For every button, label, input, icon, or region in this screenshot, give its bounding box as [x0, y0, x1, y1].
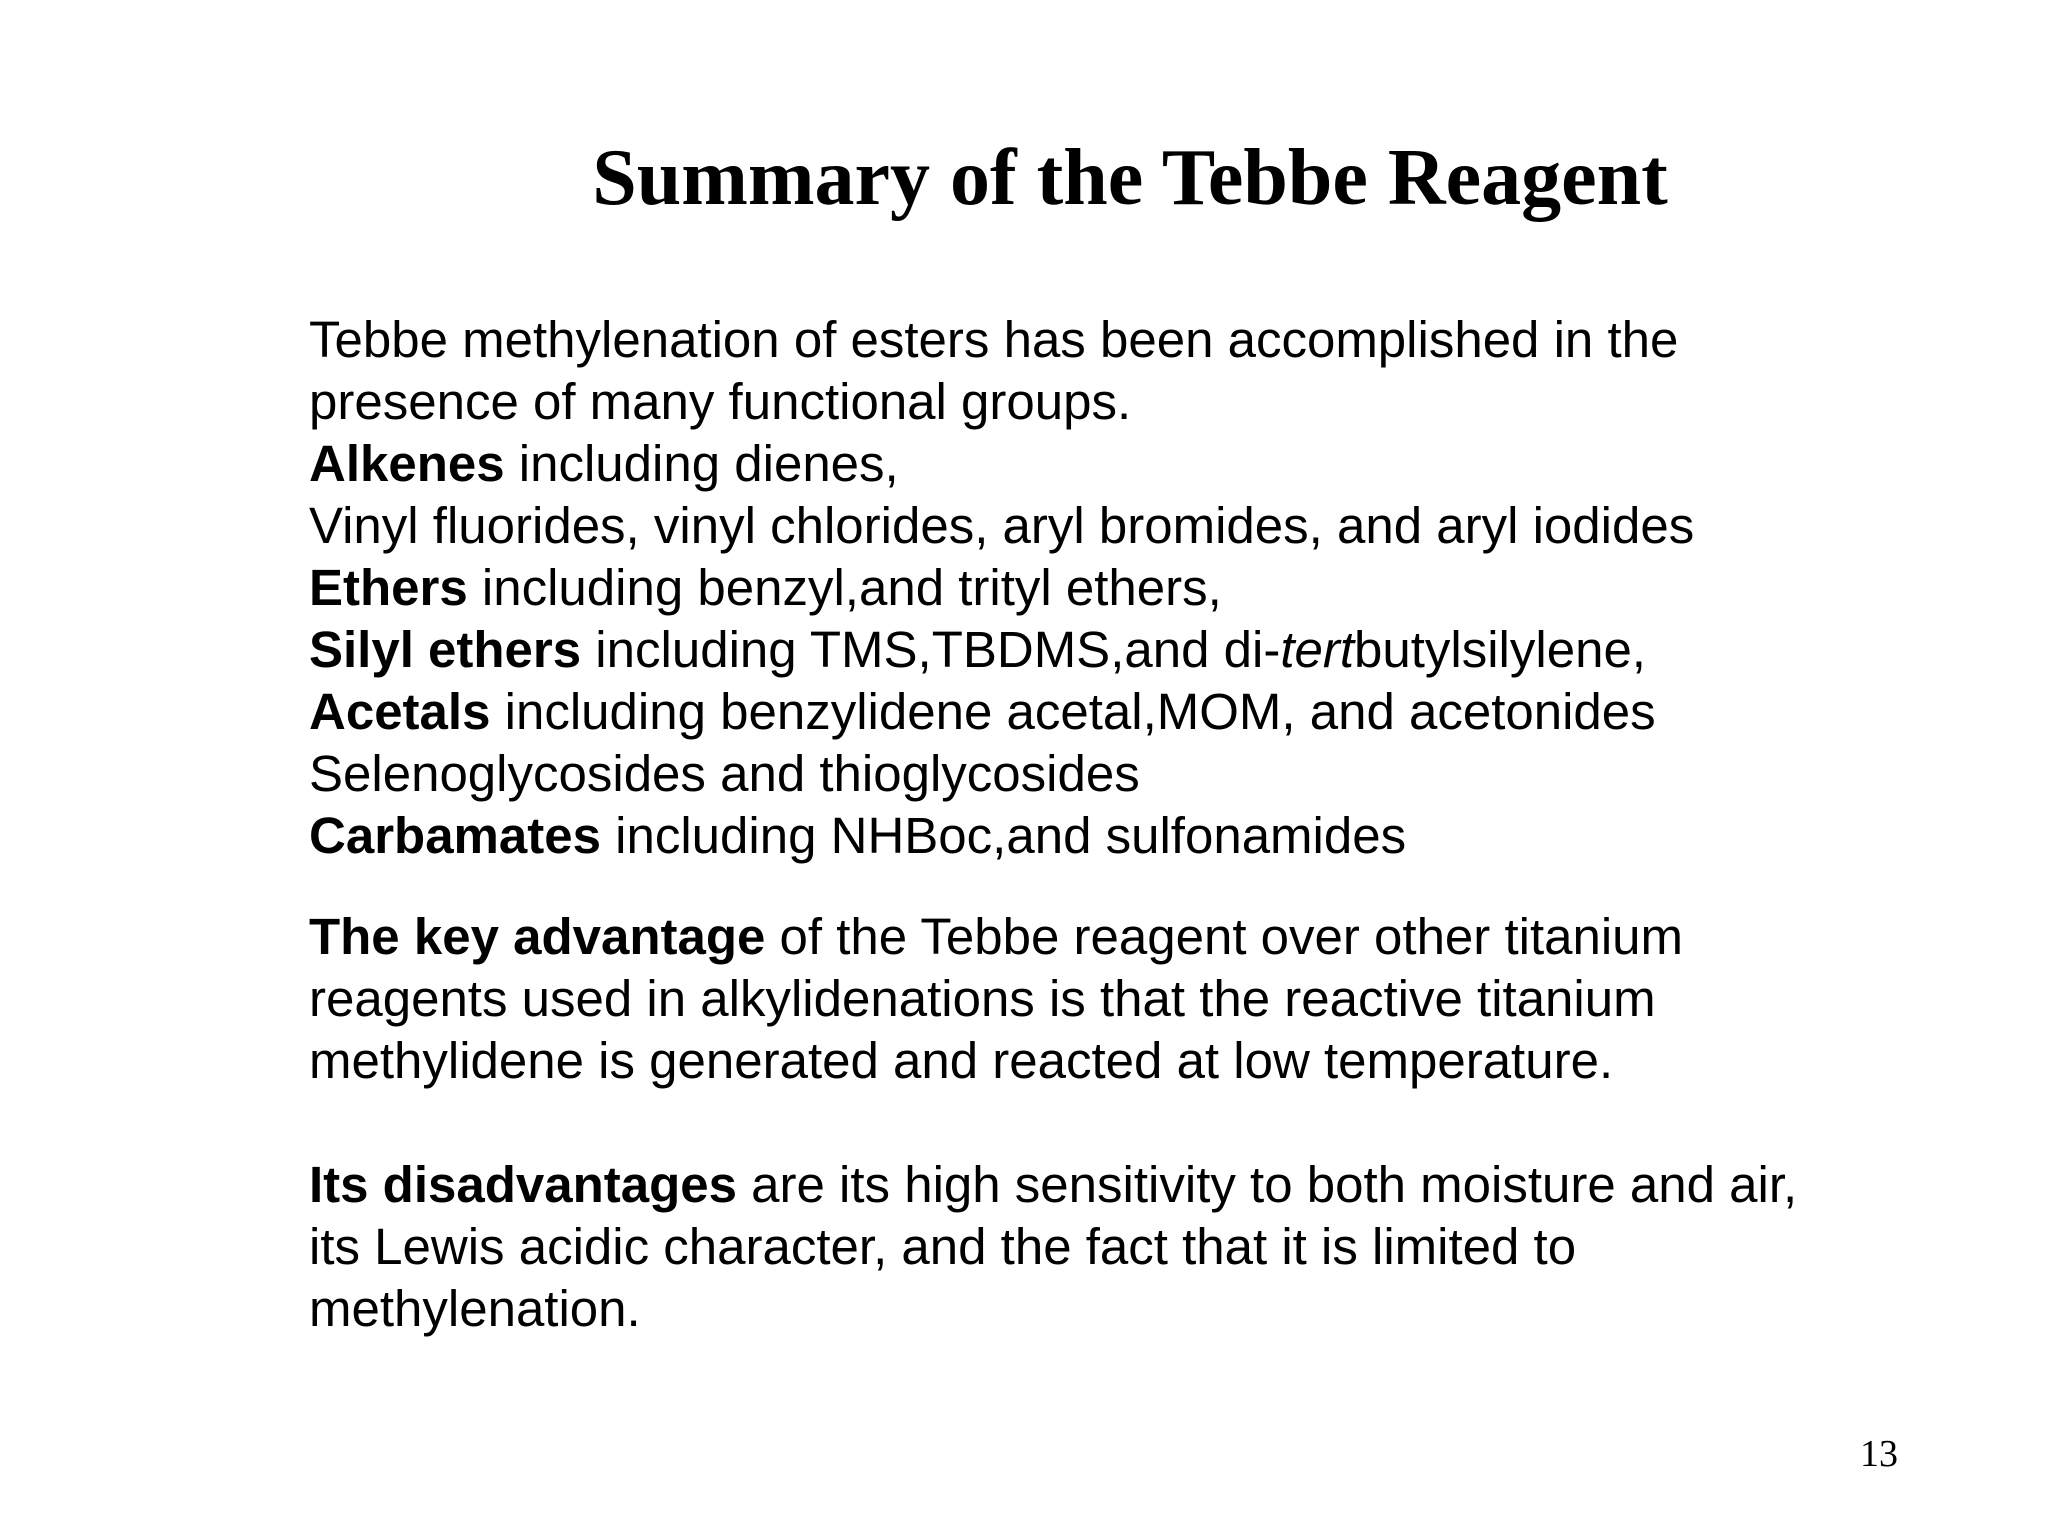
- intro-line-1: Tebbe methylenation of esters has been accomplished in the: [309, 311, 1679, 368]
- group-glycosides: Selenoglycosides and thioglycosides: [309, 745, 1140, 802]
- group-silyl-ethers-italic: tert: [1280, 621, 1354, 678]
- group-acetals: [309, 681, 1869, 743]
- group-carbamates-label: Carbamates: [309, 807, 601, 864]
- group-alkenes: [309, 433, 1869, 495]
- group-acetals-label: Acetals: [309, 683, 491, 740]
- intro-line-2: presence of many functional groups.: [309, 373, 1132, 430]
- advantage-line-3: methylidene is generated and reacted at low temperature.: [309, 1032, 1614, 1089]
- slide-title: Summary of the Tebbe Reagent: [592, 134, 1668, 222]
- group-acetals-text: including benzylidene acetal,MOM, and acetonides: [490, 683, 1656, 740]
- disadvantage-line-2: its Lewis acidic character, and the fact that it is limited to: [309, 1218, 1577, 1275]
- page-number: 13: [1860, 1433, 1898, 1475]
- group-silyl-ethers: [309, 619, 1869, 681]
- group-ethers-label: Ethers: [309, 559, 468, 616]
- group-carbamates-text: including NHBoc,and sulfonamides: [600, 807, 1407, 864]
- group-silyl-ethers-label: Silyl ethers: [309, 621, 582, 678]
- disadvantage-line-3: methylenation.: [309, 1280, 641, 1337]
- group-ethers: [309, 557, 1869, 619]
- advantage-label: The key advantage: [309, 908, 766, 965]
- functional-groups-paragraph: [309, 309, 1869, 867]
- advantage-line-2: reagents used in alkylidenations is that the reactive titanium: [309, 970, 1656, 1027]
- disadvantage-line-1: [309, 1154, 1869, 1216]
- advantage-text-1: of the Tebbe reagent over other titanium: [765, 908, 1684, 965]
- group-alkenes-label: Alkenes: [309, 435, 505, 492]
- group-ethers-text: including benzyl,and trityl ethers,: [467, 559, 1222, 616]
- disadvantage-text-1: are its high sensitivity to both moisture and air,: [737, 1156, 1798, 1213]
- group-silyl-ethers-text: including TMS,TBDMS,and di-: [581, 621, 1281, 678]
- group-alkenes-text: including dienes,: [504, 435, 899, 492]
- group-vinyl-halides: Vinyl fluorides, vinyl chlorides, aryl bromides, and aryl iodides: [309, 497, 1695, 554]
- advantage-paragraph: [309, 906, 1869, 1092]
- group-silyl-ethers-text-after: butylsilylene,: [1354, 621, 1646, 678]
- disadvantage-label: Its disadvantages: [309, 1156, 737, 1213]
- advantage-line-1: [309, 906, 1869, 968]
- disadvantage-paragraph: [309, 1154, 1869, 1340]
- group-carbamates: [309, 805, 1869, 867]
